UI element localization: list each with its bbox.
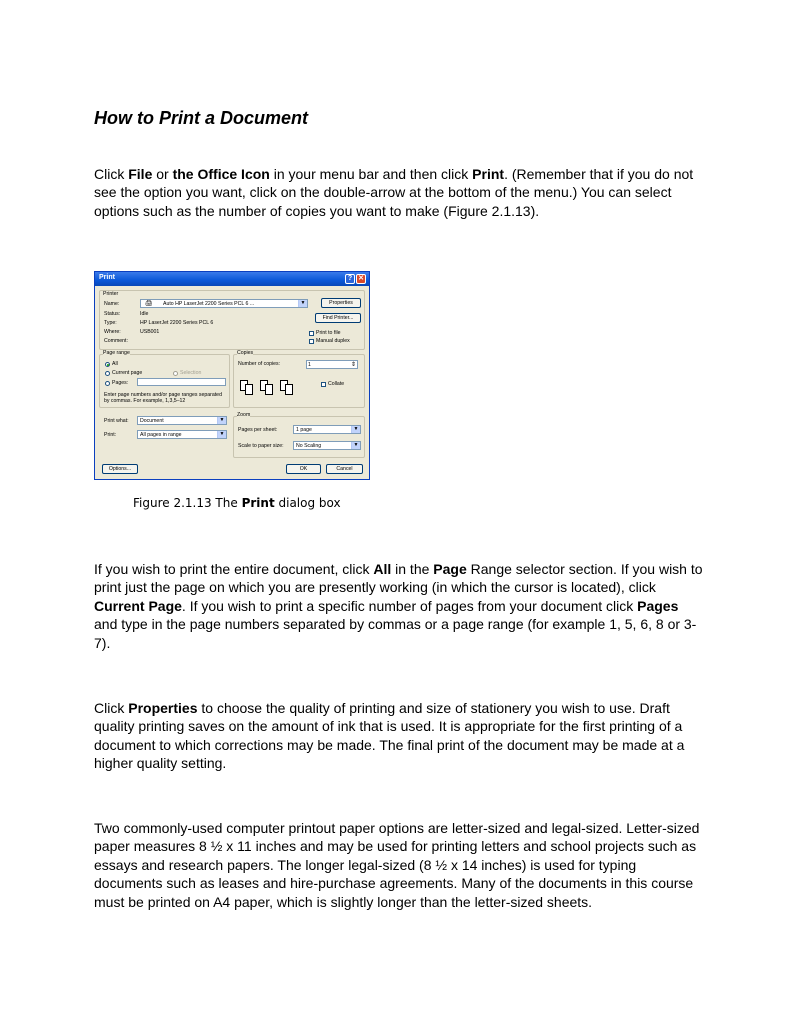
collate-checkbox[interactable]: [321, 382, 326, 387]
print-select[interactable]: [137, 430, 227, 439]
zoom-label: Zoom: [237, 412, 251, 418]
copies-stepper[interactable]: [306, 360, 358, 369]
pages-per-sheet-value: 1 page: [296, 427, 312, 433]
selection-label: Selection: [180, 370, 202, 376]
intro-paragraph: Click File or the Office Icon in your menu bar and then click Print. (Remember that if you do not see the option you want, click on the double-arrow at the bottom of the menu.) You can select options such as the number of copies you want to make (Figure 2.1.13).: [94, 166, 694, 219]
page-stack-icon: [245, 384, 253, 395]
print-to-file-label: Print to file: [316, 330, 341, 336]
pages-radio[interactable]: [105, 381, 110, 386]
type-value: HP LaserJet 2200 Series PCL 6: [140, 320, 214, 326]
page-title: How to Print a Document: [94, 108, 309, 128]
scale-label: Scale to paper size:: [238, 443, 284, 449]
status-value: Idle: [140, 311, 149, 317]
close-icon[interactable]: ✕: [356, 274, 366, 284]
printer-name-value: Auto HP LaserJet 2200 Series PCL 6 ...: [163, 301, 255, 307]
dialog-title: Print: [99, 274, 115, 281]
scale-value: No Scaling: [296, 443, 322, 449]
chevron-down-icon: ▼: [351, 426, 360, 433]
page-range-paragraph: If you wish to print the entire document, click All in the Page Range selector section. If you wish to print just the page on which you are presently working (in which the cursor is located), click Current Page. If you wish to print a specific number of pages from your document click Pages and type in the page numbers separated by commas or a page range (for example 1, 5, 6, 8 or 3-7).: [94, 561, 703, 651]
chevron-down-icon: ▼: [298, 300, 307, 307]
properties-button[interactable]: Properties: [321, 298, 361, 308]
chevron-down-icon: ▼: [217, 431, 226, 438]
paper-size-paragraph: Two commonly-used computer printout paper options are letter-sized and legal-sized. Letter-sized paper measures 8 ½ x 11 inches and may be used for printing letters and school projects such as essays and research papers. The longer legal-sized (8 ½ x 14 inches) is used for typing documents such as leases and hire-purchase agreements. Many of the documents in this course must be printed on A4 paper, which is slightly longer than the letter-sized sheets.: [94, 820, 700, 910]
print-value: All pages in range: [140, 432, 182, 438]
print-what-label: Print what:: [104, 418, 129, 424]
page-stack-icon: [265, 384, 273, 395]
pages-input[interactable]: [137, 378, 226, 386]
selection-radio[interactable]: [173, 371, 178, 376]
printer-name-label: Name:: [104, 301, 120, 307]
copies-number-label: Number of copies:: [238, 361, 281, 367]
current-page-radio[interactable]: [105, 371, 110, 376]
manual-duplex-label: Manual duplex: [316, 338, 350, 344]
printer-icon: 🖨: [145, 301, 153, 307]
pages-per-sheet-select[interactable]: [293, 425, 361, 434]
all-radio-label: All: [112, 361, 118, 367]
dialog-title-bar: [95, 272, 369, 286]
copies-label: Copies: [237, 350, 254, 356]
properties-paragraph: Click Properties to choose the quality of printing and size of stationery you wish to use. Draft quality printing saves on the amount of ink that is used. It is appropriate for the first printing of a document to which corrections may be made. The final print of the document may be made at a higher quality setting.: [94, 700, 685, 772]
options-button[interactable]: Options...: [102, 464, 138, 474]
chevron-down-icon: ▼: [217, 417, 226, 424]
print-label: Print:: [104, 432, 117, 438]
print-dialog-figure: [94, 271, 370, 480]
page-range-hint: Enter page numbers and/or page ranges separated by commas. For example, 1,3,5–12: [104, 392, 222, 404]
spin-icon[interactable]: ⇕: [350, 362, 356, 368]
help-icon[interactable]: ?: [345, 274, 355, 284]
page-stack-icon: [285, 384, 293, 395]
figure-caption: Figure 2.1.13 The Print dialog box: [133, 496, 341, 510]
print-to-file-checkbox[interactable]: [309, 331, 314, 336]
where-label: Where:: [104, 329, 121, 335]
ok-button[interactable]: OK: [286, 464, 321, 474]
pages-per-sheet-label: Pages per sheet:: [238, 427, 278, 433]
collate-label: Collate: [328, 381, 345, 387]
scale-select[interactable]: [293, 441, 361, 450]
print-what-select[interactable]: [137, 416, 227, 425]
manual-duplex-checkbox[interactable]: [309, 339, 314, 344]
page-range-label: Page range: [103, 350, 130, 356]
print-what-value: Document: [140, 418, 164, 424]
status-label: Status:: [104, 311, 121, 317]
printer-name-select[interactable]: [140, 299, 308, 308]
where-value: USB001: [140, 329, 160, 335]
pages-label: Pages:: [112, 380, 129, 386]
comment-label: Comment:: [104, 338, 128, 344]
current-page-label: Current page: [112, 370, 143, 376]
all-radio[interactable]: [105, 362, 110, 367]
chevron-down-icon: ▼: [351, 442, 360, 449]
cancel-button[interactable]: Cancel: [326, 464, 363, 474]
printer-group-label: Printer: [103, 291, 119, 297]
type-label: Type:: [104, 320, 117, 326]
find-printer-button[interactable]: Find Printer...: [315, 313, 361, 323]
copies-value: 1: [308, 362, 311, 368]
zoom-group: [233, 416, 365, 458]
